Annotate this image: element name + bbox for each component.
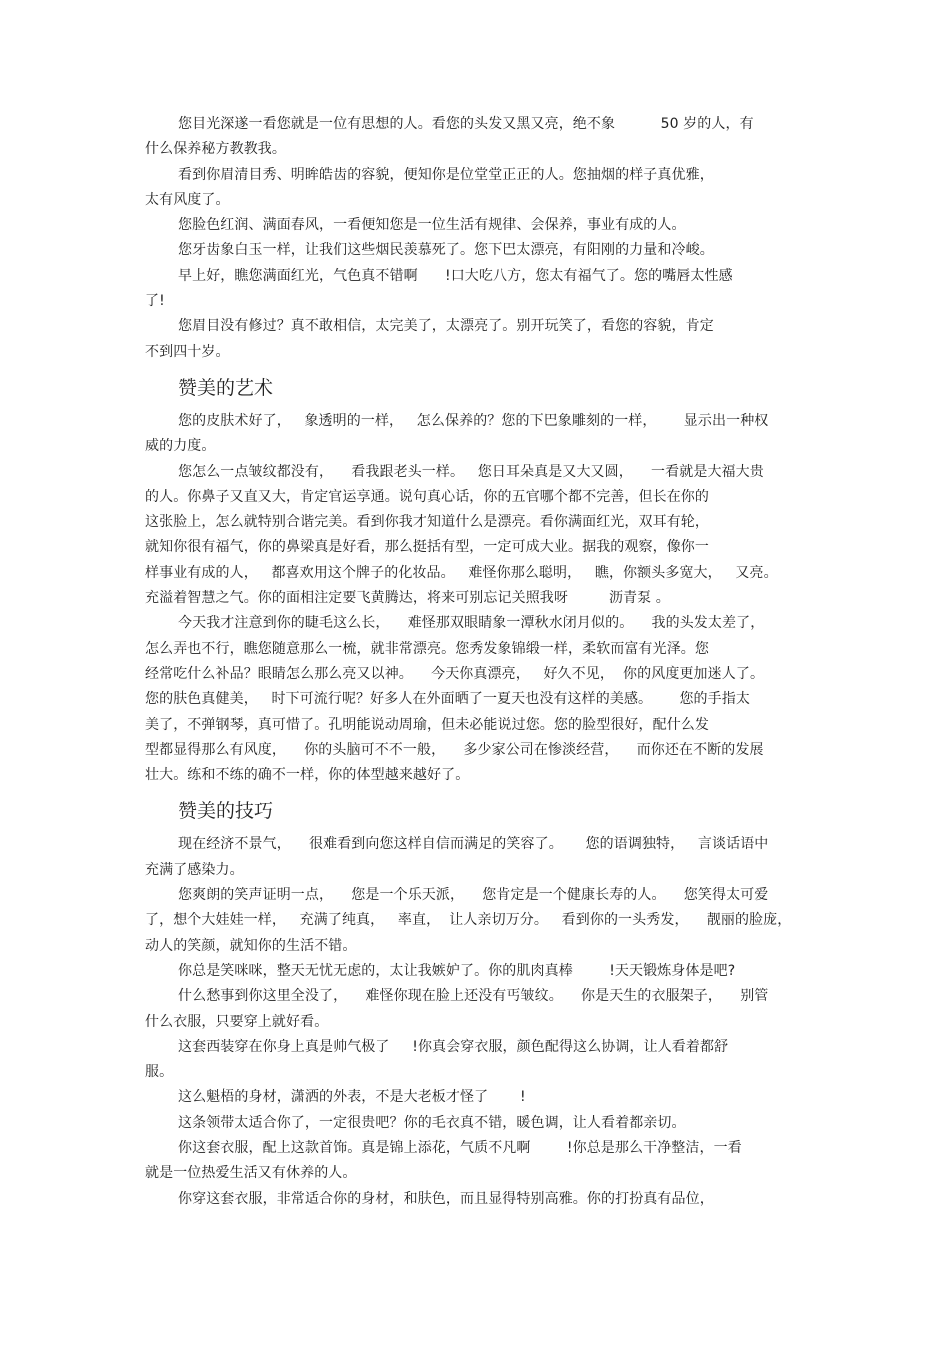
text-line: 动人的笑颜，就知你的生活不错。 (145, 937, 357, 954)
text-line: 样事业有成的人， 都喜欢用这个牌子的化妆品。 难怪你那么聪明， 瞧，你额头多宽大， 又亮。 (145, 564, 778, 581)
text-line: 威的力度。 (145, 438, 216, 455)
text-line: 您眉目没有修过？真不敢相信，太完美了，太漂亮了。别开玩笑了，看您的容貌，肯定 (178, 318, 714, 335)
text-line: 您的皮肤术好了， 象透明的一样， 怎么保养的？您的下巴象雕刻的一样， 显示出一种权 (178, 412, 769, 429)
text-line: 今天我才注意到你的睫毛这么长， 难怪那双眼睛象一潭秋水闭月似的。 我的头发太差了， (178, 615, 765, 632)
text-line: 这么魁梧的身材，潇洒的外表，不是大老板才怪了 ! (178, 1089, 526, 1106)
text-line: 充溢着智慧之气。你的面相注定要飞黄腾达，将来可别忘记关照我呀 沥青泵 。 (145, 590, 670, 607)
text-line: 这张脸上，怎么就特别合谐完美。看到你我才知道什么是漂亮。看你满面红光，双耳有轮， (145, 514, 709, 531)
text-line: 怎么弄也不行，瞧您随意那么一梳，就非常漂亮。您秀发象锦缎一样，柔软而富有光泽。您 (145, 640, 709, 657)
text-line: 美了，不弹钢琴，真可惜了。孔明能说动周瑜，但未必能说过您。您的脸型很好，配什么发 (145, 716, 709, 733)
document-body (145, 112, 805, 1212)
text-line: 这套西装穿在你身上真是帅气极了 !你真会穿衣服，颜色配得这么协调，让人看着都舒 (178, 1038, 729, 1055)
text-line: 您爽朗的笑声证明一点， 您是一个乐天派， 您肯定是一个健康长寿的人。 您笑得太可爱 (178, 887, 769, 904)
text-line: 什么愁事到你这里全没了， 难怪你现在脸上还没有丐皱纹。 你是天生的衣服架子， 别管 (178, 988, 769, 1005)
text-line: 了! (145, 293, 165, 310)
text-line: 服。 (145, 1064, 174, 1081)
text-line: 不到四十岁。 (145, 343, 230, 360)
text-line: 充满了感染力。 (145, 861, 244, 878)
text-line: 就是一位热爱生活又有休养的人。 (145, 1165, 357, 1182)
text-line: 太有风度了。 (145, 191, 230, 208)
text-line: 您脸色红润、满面春风，一看便知您是一位生活有规律、会保养，事业有成的人。 (178, 217, 686, 234)
text-line: 早上好，瞧您满面红光，气色真不错啊 !口大吃八方，您太有福气了。您的嘴唇太性感 (178, 267, 733, 284)
text-line: 您怎么一点皱纹都没有， 看我跟老头一样。 您日耳朵真是又大又圆， 一看就是大福大贵 (178, 463, 764, 480)
text-line: 您目光深遂一看您就是一位有思想的人。看您的头发又黑又亮，绝不象 50 岁的人，有 (178, 116, 754, 132)
text-line: 您牙齿象白玉一样，让我们这些烟民羡慕死了。您下巴太漂亮，有阳刚的力量和冷峻。 (178, 242, 714, 259)
section-heading: 赞美的艺术 (178, 376, 274, 399)
text-line: 现在经济不景气， 很难看到向您这样自信而满足的笑容了。 您的语调独特， 言谈话语中 (178, 836, 769, 853)
section-heading: 赞美的技巧 (178, 800, 274, 823)
text-line: 的人。你鼻子又直又大，肯定官运享通。说句真心话，你的五官哪个都不完善，但长在你的 (145, 488, 709, 505)
text-line: 壮大。练和不练的确不一样，你的体型越来越好了。 (145, 767, 470, 784)
text-line: 就知你很有福气，你的鼻梁真是好看，那么挺括有型，一定可成大业。据我的观察，像你一 (145, 539, 709, 556)
text-line: 看到你眉清目秀、明眸皓齿的容貌，便知你是位堂堂正正的人。您抽烟的样子真优雅， (178, 166, 714, 183)
text-line: 什么衣服，只要穿上就好看。 (145, 1013, 329, 1030)
text-line: 你总是笑咪咪，整天无忧无虑的，太让我嫉妒了。你的肌肉真棒 !天天锻炼身体是吧? (178, 962, 736, 979)
text-line: 你这套衣服，配上这款首饰。真是锦上添花，气质不凡啊 !你总是那么干净整洁，一看 (178, 1139, 742, 1156)
text-line: 什么保养秘方教教我。 (145, 141, 286, 158)
text-line: 型都显得那么有风度， 你的头脑可不不一般， 多少家公司在惨淡经营， 而你还在不断的发展 (145, 741, 764, 758)
text-line: 您的肤色真健美， 时下可流行呢？好多人在外面晒了一夏天也没有这样的美感。 您的手指太 (145, 691, 750, 708)
text-line: 经常吃什么补品？眼睛怎么那么亮又以神。 今天你真漂亮， 好久不见， 你的风度更加迷人了。 (145, 665, 765, 682)
text-line: 了，想个大娃娃一样， 充满了纯真， 率直， 让人亲切万分。 看到你的一头秀发， 靓丽的脸庞， (145, 912, 792, 929)
text-line: 你穿这套衣服，非常适合你的身材，和肤色，而且显得特别高雅。你的打扮真有品位， (178, 1190, 714, 1207)
text-line: 这条领带太适合你了，一定很贵吧？你的毛衣真不错，暖色调，让人看着都亲切。 (178, 1114, 686, 1131)
